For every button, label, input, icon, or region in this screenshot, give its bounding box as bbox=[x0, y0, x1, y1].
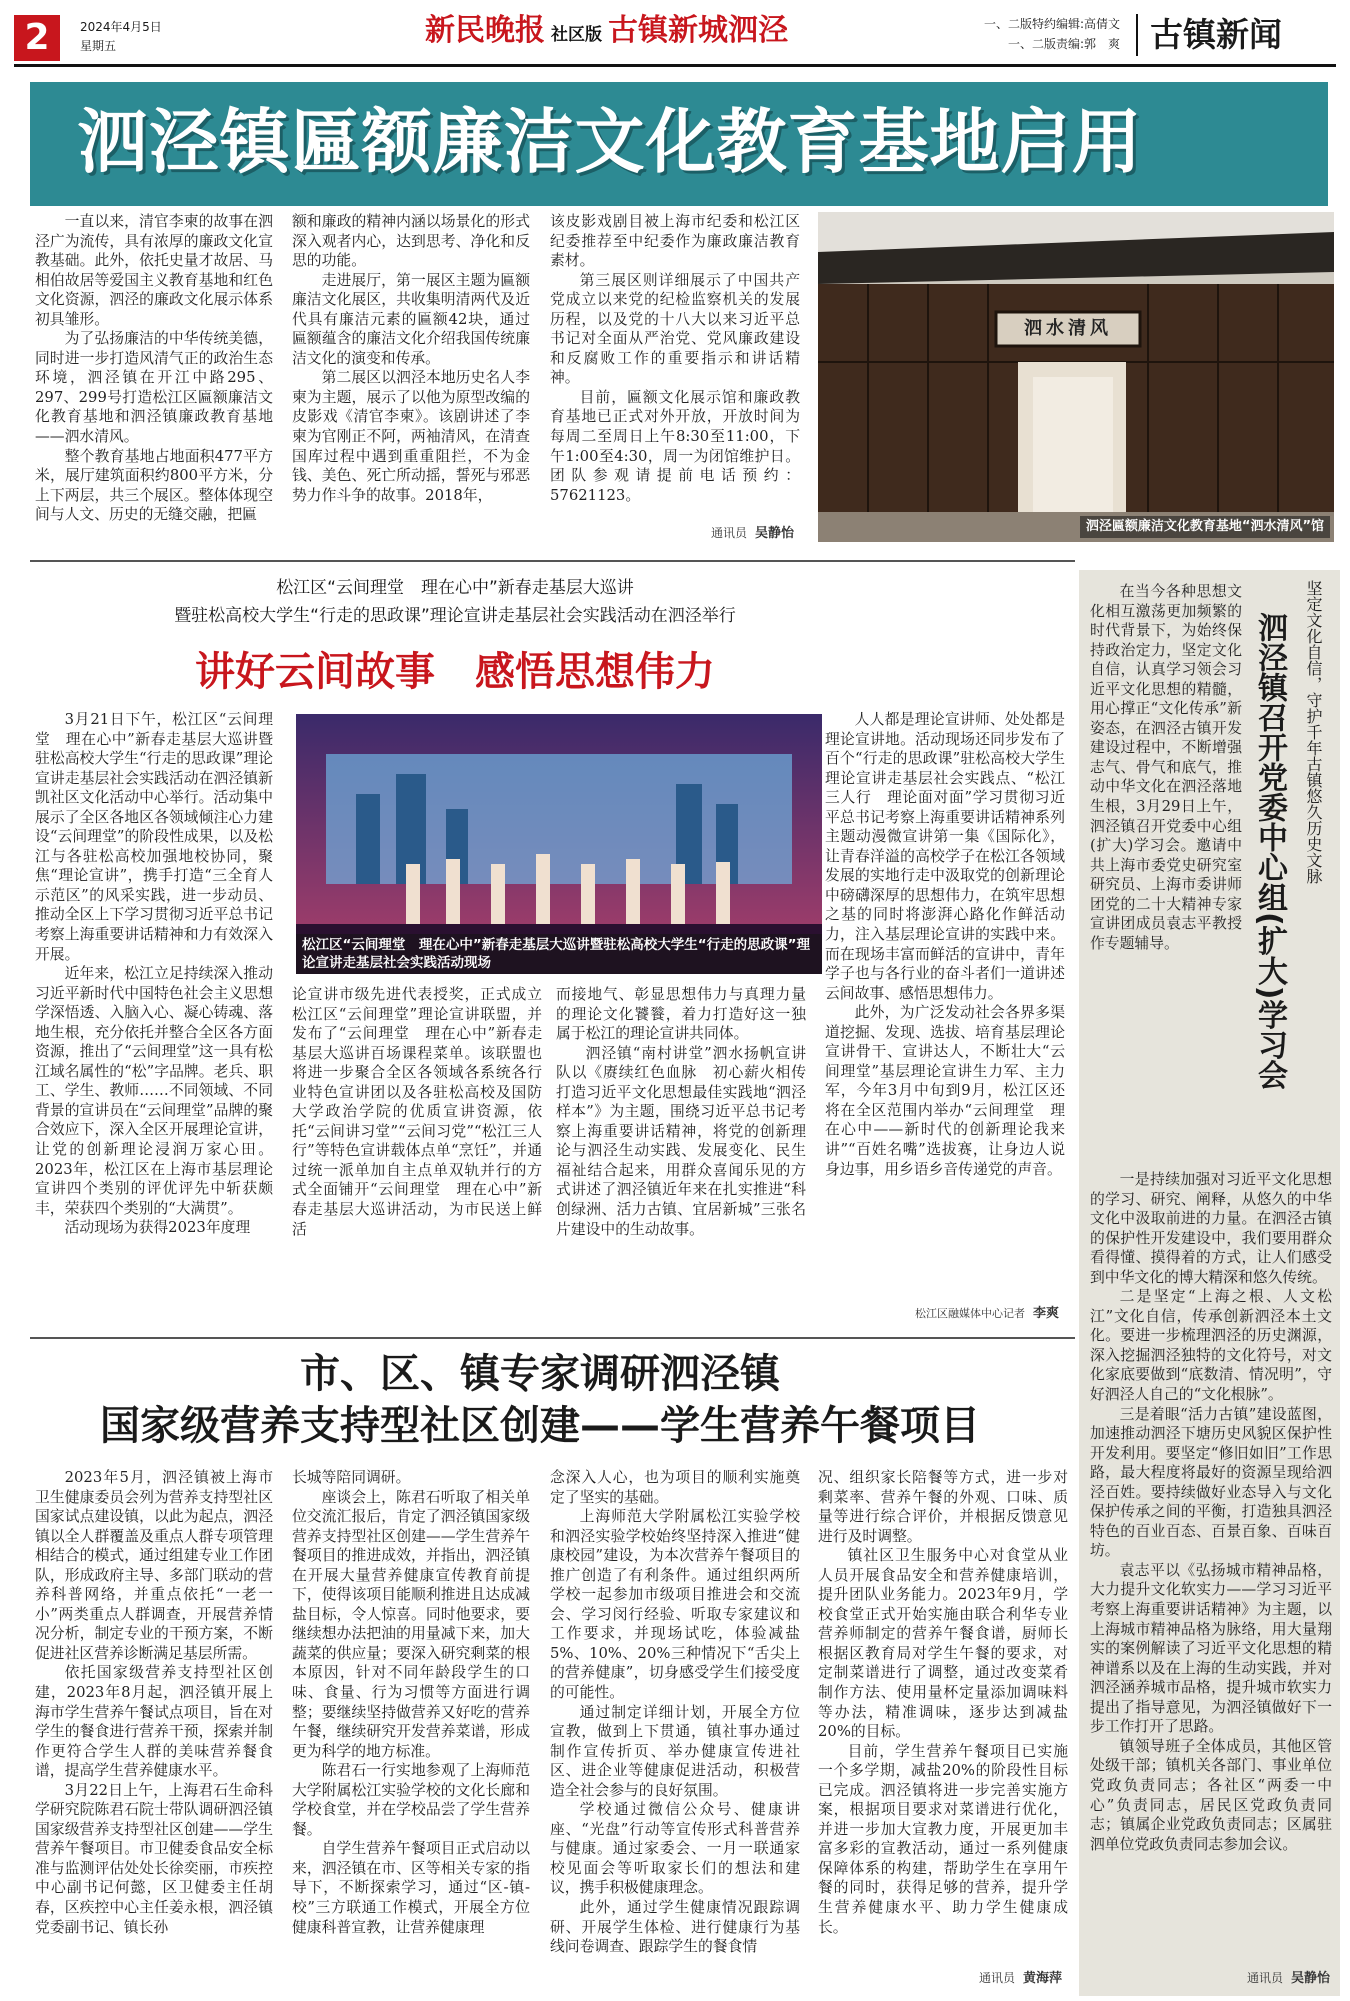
sidebar-column-bottom bbox=[1090, 1170, 1332, 1960]
byline-role: 通讯员 bbox=[1246, 1971, 1283, 1985]
masthead bbox=[425, 10, 788, 56]
paragraph: 袁志平以《弘扬城市精神品格，大力提升文化软实力——学习习近平考察上海重要讲话精神》为主题，以上海城市精神品格为脉络，用大量翔实的案例解读了习近平文化思想的精神谱系以及在上海的生动实践，并对泗泾涵养城市品格，提升城市软实力提出了指导意见，为泗泾镇做好下一步工作打开了思路。 bbox=[1090, 1561, 1332, 1736]
article3-byline bbox=[818, 1967, 1068, 1986]
byline-role: 通讯员 bbox=[710, 526, 747, 540]
editors-line-2: 一、二版责编:郭 爽 bbox=[1007, 37, 1120, 51]
paragraph: 活动现场为获得2023年度理 bbox=[64, 1219, 251, 1237]
edition-name: 古镇新城泗泾 bbox=[608, 13, 788, 48]
paragraph: 在当今各种思想文化相互激荡更加频繁的时代背景下，为始终保持政治定力，坚定文化自信，认真学习领会习近平文化思想的精髓，用心撑正“文化传承”新姿态，在泗泾古镇开发建设过程中，不断增强志气、骨气和底气，推动中华文化在泗泾落地生根，3月29日上午，泗泾镇召开党委中心组(扩大)学习会。邀请中共上海市委党史研究室研究员、上海市委讲师团党的二十大精神专家宣讲团成员袁志平教授作专题辅导。 bbox=[1090, 583, 1242, 952]
paragraph: 一是持续加强对习近平文化思想的学习、研究、阐释，从悠久的中华文化中汲取前进的力量。在泗泾古镇的保护性开发建设中，我们要用群众看得懂、摸得着的方式，让人们感受到中华文化的博大精深和悠久传统。 bbox=[1090, 1171, 1332, 1286]
byline-org: 松江区融媒体中心记者 bbox=[914, 1307, 1025, 1320]
sidebar-byline bbox=[1090, 1967, 1336, 1986]
article1-photo-caption: 泗泾匾额廉洁文化教育基地“泗水清风”馆 bbox=[1080, 516, 1330, 538]
paragraph: 通过制定详细计划，开展全方位宣教，做到上下贯通，镇社事办通过制作宣传折页、举办健康宣传进社区、进企业等健康促进活动，积极营造全社会参与的良好氛围。 bbox=[550, 1703, 800, 1799]
editors-credit bbox=[965, 14, 1120, 54]
plaque-text: 泗水清风 bbox=[1024, 318, 1112, 339]
paragraph: 学校通过微信公众号、健康讲座、“光盘”行动等宣传形式科普营养与健康。通过家委会、一月一联通家校见面会等听取家长们的想法和建议，携手积极健康理念。 bbox=[550, 1801, 800, 1897]
paragraph: 此外，为广泛发动社会各界多渠道挖掘、发现、选拔、培育基层理论宣讲骨干、宣讲达人，不断壮大“云间理堂”基层理论宣讲生力军、主力军，今年3月中旬到9月，松江区还将在全区范围内举办“云间理堂 理在心中——新时代的创新理论我来讲”“百姓名嘴”选拔赛，让身边人说身边事，用乡语乡音传递党的声音。 bbox=[825, 1004, 1065, 1178]
header-divider bbox=[1136, 14, 1138, 56]
article3-column-1 bbox=[35, 1468, 273, 1988]
sidebar-headline: 泗泾镇召开党委中心组(扩大)学习会 bbox=[1252, 612, 1287, 1090]
article2-column-1 bbox=[35, 710, 273, 1326]
edition-label: 社区版 bbox=[551, 25, 602, 45]
byline-name: 吴静怡 bbox=[754, 526, 794, 541]
section-title: 古镇新闻 bbox=[1150, 15, 1282, 54]
date-text: 2024年4月5日 bbox=[80, 20, 162, 34]
paper-name: 新民晚报 bbox=[425, 13, 545, 48]
byline-name: 黄海萍 bbox=[1022, 1971, 1062, 1986]
article2-byline bbox=[825, 1302, 1065, 1321]
paragraph: 镇社区卫生服务中心对食堂从业人员开展食品安全和营养健康培训，提升团队业务能力。2023年9月，学校食堂正式开始实施由联合利华专业营养师制定的营养午餐食谱，厨师长根据区教育局对学生午餐的要求，对定制菜谱进行了调整，通过改变菜肴制作方法、使用量杯定量添加调味料等办法，精准调味，逐步达到减盐20%的目标。 bbox=[818, 1547, 1068, 1741]
paragraph: 而接地气、彰显思想伟力与真理力量的理论文化饕餮，着力打造好这一独属于松江的理论宣讲共同体。 bbox=[556, 986, 806, 1043]
article3-column-2 bbox=[292, 1468, 530, 1988]
article2-column-2 bbox=[292, 985, 542, 1327]
paragraph: 3月21日下午，松江区“云间理堂 理在心中”新春走基层大巡讲暨驻松高校大学生“行走的思政课”理论宣讲走基层社会实践活动在泗泾镇新凯社区文化活动中心举行。活动集中展示了全区各地区各领域倾注心力建设“云间理堂”的阶段性成果，以及松江与各驻松高校加强地校协同，聚焦“理论宣讲”，携手打造“三全育人示范区”的风采实践，进一步动员、推动全区上下学习贯彻习近平总书记考察上海重要讲话精神和力有效深入开展。 bbox=[35, 711, 273, 963]
paragraph: 依托国家级营养支持型社区创建，2023年8月起，泗泾镇开展上海市学生营养午餐试点项目，旨在对学生的餐食进行营养干预，探索并制作更符合学生人群的美味营养餐食谱，提高学生营养健康水平。 bbox=[35, 1664, 273, 1780]
paragraph: 2023年5月，泗泾镇被上海市卫生健康委员会列为营养支持型社区国家试点建设镇，以此为起点，泗泾镇以全人群覆盖及重点人群专项管理相结合的模式，通过组建专业工作团队，形成政府主导、多部门联动的营养科普网络，并重点依托“一老一小”两类重点人群调查，开展营养情况分析，制定专业的干预方案，不断促进社区营养诊断满足基层所需。 bbox=[35, 1469, 273, 1662]
editors-line-1: 一、二版特约编辑:高倩文 bbox=[983, 17, 1120, 31]
article1-column-2 bbox=[292, 212, 530, 546]
byline-name: 吴静怡 bbox=[1290, 1971, 1330, 1986]
issue-date bbox=[80, 18, 162, 56]
paragraph: 近年来，松江立足持续深入推动习近平新时代中国特色社会主义思想学深悟透、入脑入心、凝心铸魂、落地生根，充分依托并整合全区各方面资源，推出了“云间理堂”这一具有松江域名属性的“松”字品牌。老兵、职工、学生、教师……不同领域、不同背景的宣讲员在“云间理堂”品牌的聚合效应下，深入全区开展理论宣讲，让党的创新理论浸润万家心田。2023年，松江区在上海市基层理论宣讲四个类别的评优评先中斩获颇丰，荣获四个类别的“大满贯”。 bbox=[35, 965, 273, 1217]
article2-headline: 讲好云间故事 感悟思想伟力 bbox=[195, 648, 715, 695]
article2-photo bbox=[296, 714, 822, 974]
paragraph: 整个教育基地占地面积477平方米，展厅建筑面积约800平方米，分上下两层，共三个展区。整体体现空间与人文、历史的无缝交融，把匾 bbox=[35, 447, 273, 524]
paragraph: 念深入人心，也为项目的顺利实施奠定了坚实的基础。 bbox=[550, 1469, 800, 1506]
article3-headline-1: 市、区、镇专家调研泗泾镇 bbox=[300, 1351, 780, 1397]
paragraph: 目前，匾额文化展示馆和廉政教育基地已正式对外开放，开放时间为每周二至周日上午8:30至11:00，下午1:00至4:30，周一为闭馆维护日。团队参观请提前电话预约：57621123。 bbox=[550, 388, 800, 504]
paragraph: 三是着眼“活力古镇”建设蓝图，加速推动泗泾下塘历史风貌区保护性开发利用。要坚定“修旧如旧”工作思路，最大程度将最好的资源呈现给泗泾百姓。要持续做好业态导入与文化保护传承之间的平衡，打造独具泗泾特色的百业百态、百景百象、百味百坊。 bbox=[1090, 1405, 1332, 1560]
paragraph: 泗泾镇“南村讲堂”泗水扬帆宣讲队以《赓续红色血脉 初心薪火相传 打造习近平文化思想最佳实践地“泗泾样本”》为主题，围绕习近平总书记考察上海重要讲话精神，将党的创新理论与泗泾生动实践、发展变化、民生福祉结合起来，用群众喜闻乐见的方式讲述了泗泾镇近年来在扎实推进“科创绿洲、活力古镇、宜居新城”三张名片建设中的生动故事。 bbox=[556, 1044, 821, 1238]
building-photo bbox=[818, 212, 1334, 542]
page-number: 2 bbox=[14, 15, 60, 61]
byline-name: 李爽 bbox=[1032, 1306, 1059, 1321]
article3-column-3 bbox=[550, 1468, 800, 1988]
article3-column-4 bbox=[818, 1468, 1068, 1965]
sidebar-column-top bbox=[1090, 582, 1242, 1168]
article1-column-1 bbox=[35, 212, 273, 546]
paragraph: 为了弘扬廉洁的中华传统美德，同时进一步打造风清气正的政治生态环境，泗泾镇在开江中路295、297、299号打造松江区匾额廉洁文化教育基地和泗泾镇廉政教育基地——泗水清风。 bbox=[35, 330, 273, 446]
paragraph: 目前，学生营养午餐项目已实施一个多学期，减盐20%的阶段性目标已完成。泗泾镇将进一步完善实施方案，根据项目要求对菜谱进行优化，并进一步加大宣教力度，开展更加丰富多彩的宣教活动，通过一系列健康保障体系的构建，帮助学生在享用午餐的同时，获得足够的营养，提升学生营养健康水平、助力学生健康成长。 bbox=[818, 1742, 1068, 1936]
article1-photo bbox=[818, 212, 1334, 542]
article2-column-3 bbox=[556, 985, 821, 1327]
paragraph: 人人都是理论宣讲师、处处都是理论宣讲地。活动现场还同步发布了百个“行走的思政课”驻松高校大学生理论宣讲走基层社会实践点、“松江三人行 理论面对面”学习贯彻习近平总书记考察上海重要讲话精神系列主题动漫微宣讲第一集《国际化》，让青春洋溢的高校学子在松江各领域发展的实地行走中汲取党的创新理论中磅礴深厚的思想伟力，在筑牢思想之基的同时将澎湃心路化作鲜活动力，注入基层理论宣讲的实践中来。而在现场丰富而鲜活的宣讲中，青年学子也与各行业的奋斗者们一道讲述云间故事、感悟思想伟力。 bbox=[825, 711, 1065, 1002]
paragraph: 镇领导班子全体成员，其他区管处级干部；镇机关各部门、事业单位党政负责同志；各社区“两委一中心”负责同志，居民区党政负责同志；镇属企业党政负责同志；区属驻泗单位党政负责同志参加会议。 bbox=[1090, 1737, 1332, 1853]
paragraph: 走进展厅，第一展区主题为匾额廉洁文化展区，共收集明清两代及近代具有廉洁元素的匾额42块，通过匾额蕴含的廉洁文化介绍我国传统廉洁文化的演变和传承。 bbox=[292, 271, 530, 367]
header-rule bbox=[14, 64, 1336, 67]
paragraph: 该皮影戏剧目被上海市纪委和松江区纪委推荐至中纪委作为廉政廉洁教育素材。 bbox=[550, 213, 800, 270]
article3-headline-2: 国家级营养支持型社区创建——学生营养午餐项目 bbox=[100, 1403, 980, 1449]
article1-headline: 泗泾镇匾额廉洁文化教育基地启用 bbox=[77, 101, 1143, 183]
paragraph: 此外，通过学生健康情况跟踪调研、开展学生体检、进行健康行为基线问卷调查、跟踪学生的餐食情 bbox=[550, 1899, 800, 1956]
article2-kicker-1: 松江区“云间理堂 理在心中”新春走基层大巡讲 bbox=[276, 578, 634, 598]
section-divider bbox=[30, 1337, 1075, 1339]
paragraph: 第二展区以泗泾本地历史名人李柬为主题，展示了以他为原型改编的皮影戏《清官李柬》。该剧讲述了李柬为官刚正不阿，两袖清风，在清查国库过程中遇到重重阻拦，不为金钱、美色、死亡所动摇，誓死与邪恶势力作斗争的故事。2018年， bbox=[292, 369, 530, 504]
paragraph: 论宣讲市级先进代表授奖，正式成立松江区“云间理堂”理论宣讲联盟，并发布了“云间理堂 理在心中”新春走基层大巡讲百场课程菜单。该联盟也将进一步聚合全区各领域各系统各行业特色宣讲团以及各驻松高校及国防大学政治学院的优质宣讲资源，依托“云间讲习堂”“云间习党”“松江三人行”等特色宣讲载体点单“烹饪”，并通过统一派单加自主点单双轨并行的方式全面铺开“云间理堂 理在心中”新春走基层大巡讲活动，为市民送上鲜活 bbox=[292, 986, 542, 1238]
paragraph: 况、组织家长陪餐等方式，进一步对剩菜率、营养午餐的外观、口味、质量等进行综合评价，并根据反馈意见进行及时调整。 bbox=[818, 1469, 1068, 1545]
paragraph: 一直以来，清官李柬的故事在泗泾广为流传，具有浓厚的廉政文化宣教基础。此外，依托史量才故居、马相伯故居等爱国主义教育基地和红色文化资源，泗泾的廉政文化展示体系初具雏形。 bbox=[35, 213, 273, 328]
paragraph: 3月22日上午，上海君石生命科学研究院陈君石院士带队调研泗泾镇国家级营养支持型社区创建——学生营养午餐项目。市卫健委食品安全标准与监测评估处处长徐奕丽，市疾控中心副书记何懿，区卫健委主任胡春，区疾控中心主任姜永根，泗泾镇党委副书记、镇长孙 bbox=[35, 1781, 273, 1936]
paragraph: 二是坚定“上海之根、人文松江”文化自信，传承创新泗泾本土文化。要进一步梳理泗泾的历史渊源，深入挖掘泗泾独特的文化符号，对文化家底要做到“底数清、情况明”，守好泗泾人自己的“文化根脉”。 bbox=[1090, 1288, 1332, 1404]
paragraph: 自学生营养午餐项目正式启动以来，泗泾镇在市、区等相关专家的指导下，不断探索学习，通过“区-镇-校”三方联通工作模式，开展全方位健康科普宣教，让营养健康理 bbox=[292, 1840, 530, 1936]
paragraph: 陈君石一行实地参观了上海师范大学附属松江实验学校的文化长廊和学校食堂，并在学校品尝了学生营养餐。 bbox=[292, 1762, 530, 1838]
paragraph: 上海师范大学附属松江实验学校和泗泾实验学校始终坚持深入推进“健康校园”建设，为本次营养午餐项目的推广创造了有利条件。通过组织两所学校一起参加市级项目推进会和交流会、学习闵行经验、听取专家建议和工作要求，并现场试吃，体验减盐5%、10%、20%三种情况下“舌尖上的营养健康”，切身感受学生们接受度的可能性。 bbox=[550, 1508, 800, 1702]
article2-column-4 bbox=[825, 710, 1065, 1300]
sidebar-kicker: 坚定文化自信，守护千年古镇悠久历史文脉 bbox=[1304, 580, 1323, 884]
article2-photo-caption: 松江区“云间理堂 理在心中”新春走基层大巡讲暨驻松高校大学生“行走的思政课”理论宣讲走基层社会实践活动现场 bbox=[296, 934, 822, 974]
paragraph: 座谈会上，陈君石听取了相关单位交流汇报后，肯定了泗泾镇国家级营养支持型社区创建——学生营养午餐项目的推进成效，并指出，泗泾镇在开展大量营养健康宣传教育前提下，使得该项目能顺利推进且达成减盐目标，令人惊喜。同时他要求，要继续想办法把油的用量减下来，加大蔬菜的供应量；要深入研究剩菜的根本原因，针对不同年龄段学生的口味、食量、行为习惯等方面进行调整；要继续坚持做营养又好吃的营养午餐，继续研究开发营养菜谱，形成更为科学的地方标准。 bbox=[292, 1488, 530, 1760]
paragraph: 长城等陪同调研。 bbox=[292, 1469, 411, 1486]
paragraph: 额和廉政的精神内涵以场景化的形式深入观者内心，达到思考、净化和反思的功能。 bbox=[292, 213, 530, 270]
section-divider bbox=[30, 560, 1075, 562]
article2-kicker-2: 暨驻松高校大学生“行走的思政课”理论宣讲走基层社会实践活动在泗泾举行 bbox=[174, 606, 736, 626]
article1-byline bbox=[550, 522, 800, 541]
paragraph: 第三展区则详细展示了中国共产党成立以来党的纪检监察机关的发展历程，以及党的十八大以来习近平总书记对全面从严治党、党风廉政建设和反腐败工作的重要指示和讲话精神。 bbox=[550, 271, 800, 387]
weekday-text: 星期五 bbox=[80, 39, 117, 53]
byline-role: 通讯员 bbox=[978, 1971, 1015, 1985]
article1-column-3 bbox=[550, 212, 800, 522]
